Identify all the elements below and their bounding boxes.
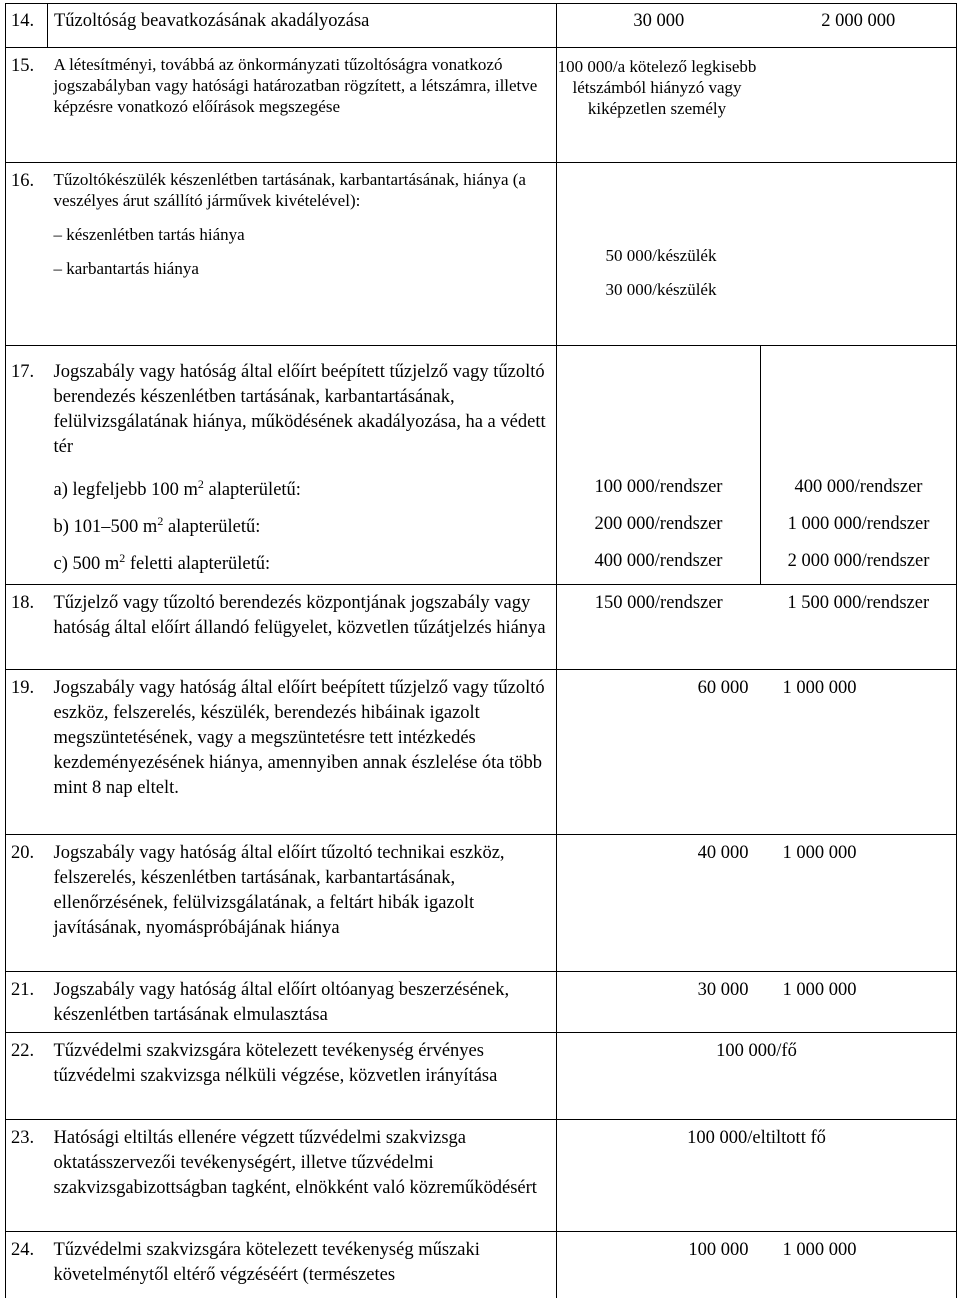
fine-min: 150 000/rendszer: [557, 585, 761, 670]
fine-value: 100 000/a kötelező legkisebb létszámból hiányzó vagy kiképzetlen személy: [557, 56, 757, 119]
fine-max: 1 500 000/rendszer: [761, 585, 957, 670]
fine-max: 1 000 000: [761, 835, 957, 972]
row-description: Jogszabály vagy hatóság által előírt beépített tűzjelző vagy tűzoltó berendezés készenlétben tartásának, karbantartásának, felülvizsgálatának hiánya, működésének akadályozása, ha a védett tér: [54, 360, 553, 460]
fine-max: 400 000/rendszer: [761, 475, 956, 500]
fine-table: [5, 3, 957, 1298]
row-number: 19.: [6, 670, 48, 835]
table-row: [6, 4, 957, 48]
fine-min: 100 000: [557, 1232, 761, 1298]
fine-min: 40 000: [557, 835, 761, 972]
table-row: [6, 1033, 957, 1120]
row-description: Hatósági eltiltás ellenére végzett tűzvédelmi szakvizsga oktatásszervezői tevékenységért, illetve tűzvédelmi szakvizsgabizottságban tagként, elnökként való közreműködésért: [48, 1120, 557, 1232]
row-description: Tűzoltókészülék készenlétben tartásának, karbantartásának, hiánya (a veszélyes árut szállító járművek kivételével):: [54, 169, 553, 211]
row-description: Tűzvédelmi szakvizsgára kötelezett tevékenység érvényes tűzvédelmi szakvizsga nélküli végzése, közvetlen irányítása: [48, 1033, 557, 1120]
fine-min: 30 000: [557, 4, 761, 48]
table-row: [6, 1120, 957, 1232]
table-row: [6, 972, 957, 1033]
table-row: [6, 1232, 957, 1298]
row-number: 20.: [6, 835, 48, 972]
table-row: [6, 346, 957, 585]
sub-item-a: a) legfeljebb 100 $m^2$ alapterületű:: [54, 472, 553, 497]
fine-min: 200 000/rendszer: [557, 512, 760, 537]
fine-max: 1 000 000: [761, 972, 957, 1033]
row-number: 15.: [6, 48, 48, 163]
row-description: Jogszabály vagy hatóság által előírt beépített tűzjelző vagy tűzoltó eszköz, felszerelés, készülék, berendezés hibáinak igazolt megszüntetésének, vagy a megszüntetésre tett intézkedés kezdeményezésének hiánya, amennyiben annak észlelése óta több mint 8 nap eltelt.: [48, 670, 557, 835]
fine-min: 30 000: [557, 972, 761, 1033]
row-number: 14.: [6, 4, 48, 48]
fine-max: 1 000 000/rendszer: [761, 512, 956, 537]
table-row: [6, 163, 957, 346]
sub-item-readiness: – készenlétben tartás hiánya: [54, 224, 553, 245]
table-row: [6, 670, 957, 835]
fine-min: 100 000/rendszer: [557, 475, 760, 500]
row-number: 23.: [6, 1120, 48, 1232]
fine-value: 100 000/fő: [557, 1033, 957, 1120]
row-description: Jogszabály vagy hatóság által előírt tűzoltó technikai eszköz, felszerelés, készenlétben tartásának, karbantartásának, ellenőrzésének, felülvizsgálatának, a feltárt hibák igazolt javításának, nyomáspróbájának hiánya: [48, 835, 557, 972]
sub-item-b: b) 101–500 $m^2$ alapterületű:: [54, 509, 553, 534]
table-row: [6, 585, 957, 670]
table-row: [6, 48, 957, 163]
row-description: Tűzjelző vagy tűzoltó berendezés központjának jogszabály vagy hatóság által előírt állandó felügyelet, közvetlen tűzátjelzés hiánya: [48, 585, 557, 670]
row-description: Jogszabály vagy hatóság által előírt oltóanyag beszerzésének, készenlétben tartásának elmulasztása: [48, 972, 557, 1033]
fine-min: 400 000/rendszer: [557, 549, 760, 574]
row-number: 22.: [6, 1033, 48, 1120]
fine-max: 2 000 000: [761, 4, 957, 48]
table-row: [6, 835, 957, 972]
sub-item-maintenance: – karbantartás hiánya: [54, 258, 553, 279]
sub-item-c: c) 500 $m^2$ feletti alapterületű:: [54, 546, 553, 571]
fine-max: 2 000 000/rendszer: [761, 549, 956, 574]
fine-value: 30 000/készülék: [561, 279, 761, 300]
row-number: 18.: [6, 585, 48, 670]
fine-max: 1 000 000: [761, 670, 957, 835]
row-number: 16.: [6, 163, 48, 346]
fine-min: 60 000: [557, 670, 761, 835]
row-description: Tűzoltóság beavatkozásának akadályozása: [48, 4, 557, 48]
row-number: 17.: [6, 346, 48, 585]
row-description: Tűzvédelmi szakvizsgára kötelezett tevékenység műszaki követelménytől eltérő végzéséért (természetes: [48, 1232, 557, 1298]
row-description: A létesítményi, továbbá az önkormányzati tűzoltóságra vonatkozó jogszabályban vagy hatósági határozatban rögzített, a létszámra, illetve képzésre vonatkozó előírások megszegése: [48, 48, 557, 163]
fine-value: 100 000/eltiltott fő: [557, 1120, 957, 1232]
row-number: 21.: [6, 972, 48, 1033]
fine-value: 50 000/készülék: [561, 245, 761, 266]
row-number: 24.: [6, 1232, 48, 1298]
fine-max: 1 000 000: [761, 1232, 957, 1298]
